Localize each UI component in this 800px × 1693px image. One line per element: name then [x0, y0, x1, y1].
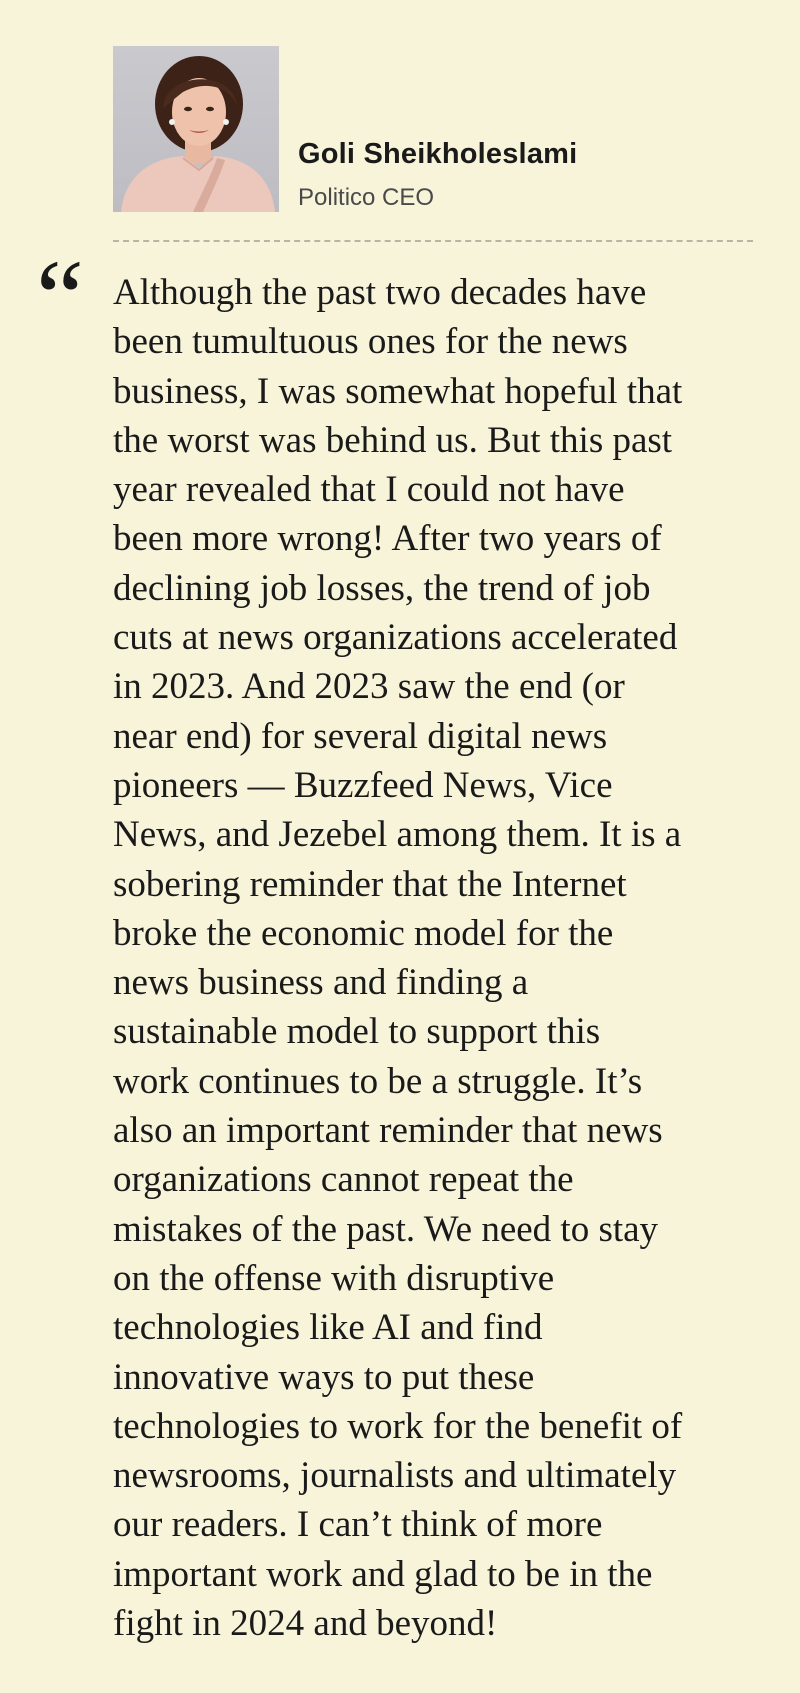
- quote-line: been more wrong! After two years of: [113, 518, 662, 560]
- quote-line: News, and Jezebel among them. It is a: [113, 814, 682, 856]
- author-name: Goli Sheikholeslami: [298, 138, 578, 170]
- quote-line: near end) for several digital news: [113, 715, 608, 757]
- quote-line: newsrooms, journalists and ultimately: [113, 1455, 677, 1497]
- dashed-divider: [113, 240, 753, 242]
- quote-line: our readers. I can’t think of more: [113, 1504, 603, 1546]
- portrait-illustration: [113, 46, 279, 212]
- quote-line: sustainable model to support this: [113, 1011, 601, 1053]
- quote-line: innovative ways to put these: [113, 1356, 535, 1398]
- author-portrait: [113, 46, 279, 212]
- quote-line: organizations cannot repeat the: [113, 1159, 574, 1201]
- quote-text: [113, 268, 765, 1648]
- quote-line: technologies like AI and find: [113, 1307, 543, 1349]
- quote-line: pioneers — Buzzfeed News, Vice: [113, 764, 613, 806]
- quote-line: mistakes of the past. We need to stay: [113, 1208, 659, 1250]
- quote-line: broke the economic model for the: [113, 912, 614, 954]
- quote-line: on the offense with disruptive: [113, 1257, 555, 1299]
- quote-line: news business and finding a: [113, 962, 529, 1004]
- quote-mark-icon: “: [36, 239, 84, 358]
- quote-line: also an important reminder that news: [113, 1110, 663, 1152]
- quote-line: business, I was somewhat hopeful that: [113, 370, 683, 412]
- quote-line: sobering reminder that the Internet: [113, 863, 627, 905]
- quote-line: fight in 2024 and beyond!: [113, 1603, 498, 1645]
- quote-line: the worst was behind us. But this past: [113, 419, 673, 461]
- quote-line: important work and glad to be in the: [113, 1553, 653, 1595]
- quote-line: in 2023. And 2023 saw the end (or: [113, 666, 625, 708]
- quote-line: Although the past two decades have: [113, 272, 647, 313]
- author-title: Politico CEO: [298, 184, 435, 211]
- quote-line: year revealed that I could not have: [113, 469, 625, 511]
- quote-line: declining job losses, the trend of job: [113, 567, 651, 609]
- quote-line: work continues to be a struggle. It’s: [113, 1060, 643, 1102]
- quote-line: been tumultuous ones for the news: [113, 321, 628, 363]
- quote-line: cuts at news organizations accelerated: [113, 617, 678, 659]
- quote-line: technologies to work for the benefit of: [113, 1405, 683, 1447]
